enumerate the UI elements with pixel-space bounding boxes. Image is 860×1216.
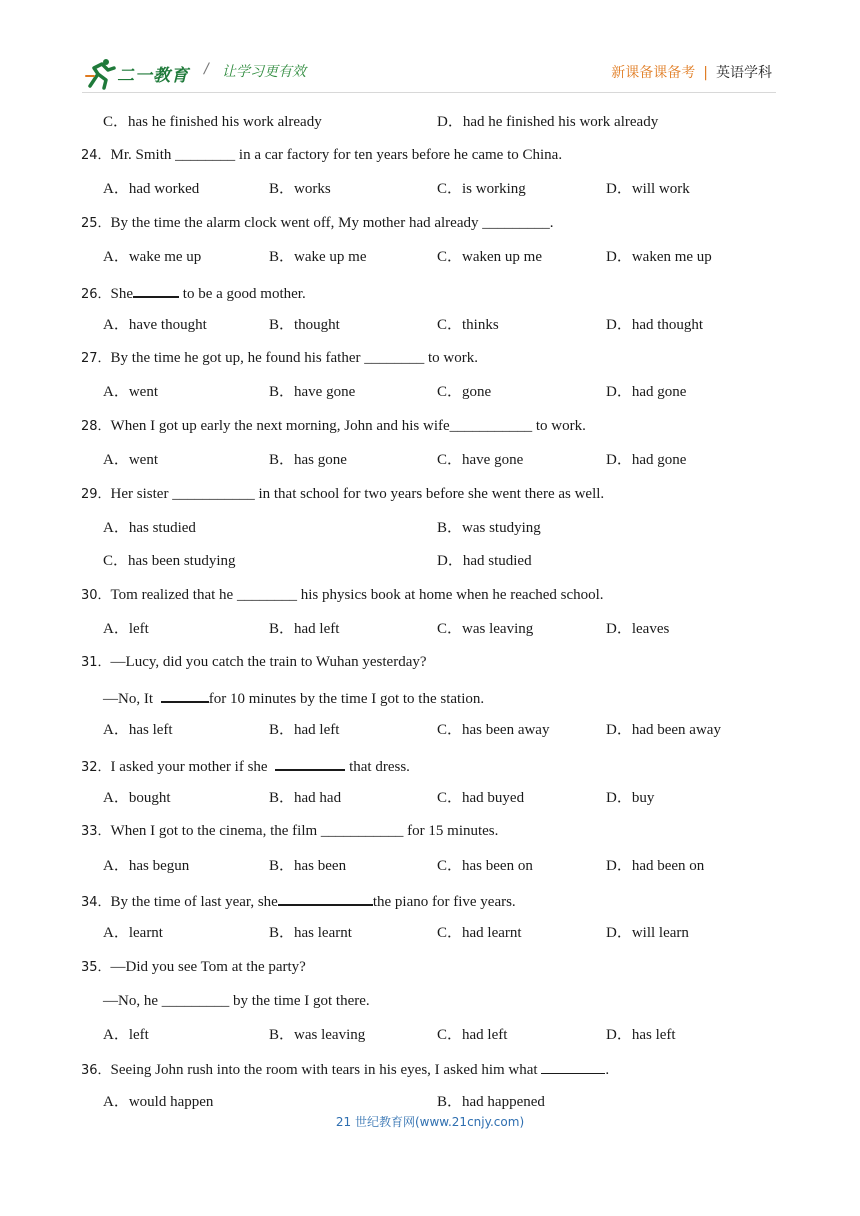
question-number: 33． [81,824,111,839]
question-number: 31． [81,655,111,670]
question-text: By the time the alarm clock went off, My mother had already [110,215,483,231]
question-text: She [110,286,134,302]
header-subject: 英语学科 [716,65,772,81]
question-text: By the time he got up, he found his father [110,350,365,366]
q27-option-d: D．had gone [606,384,687,400]
page-header [0,0,860,100]
question-text-end: by the time I got there. [229,993,370,1009]
question-text-end: to work. [532,418,586,434]
q24-option-d: D．will work [606,181,690,197]
question-text-end: to be a good mother. [179,286,306,302]
answer-blank: _________ [161,993,230,1009]
question-text: I asked your mother if she [110,759,272,775]
q26-option-c: C．thinks [437,317,499,333]
header-slash: / [204,61,209,77]
question-number: 32． [81,760,111,775]
question-27 [81,349,478,368]
q33-option-c: C．has been on [437,858,533,874]
question-number: 35． [81,960,111,975]
answer-blank: ________ [236,587,297,603]
q34-option-d: D．will learn [606,925,689,941]
q33-option-d: D．had been on [606,858,705,874]
question-text: —Did you see Tom at the party? [110,959,306,975]
q24-option-a: A．had worked [103,181,200,197]
q32-option-b: B．had had [269,790,342,806]
question-text-end: for 15 minutes. [403,823,499,839]
q35-option-c: C．had left [437,1027,508,1043]
q32-option-c: C．had buyed [437,790,525,806]
answer-blank: ________ [364,350,425,366]
q31-option-d: D．had been away [606,722,721,738]
q36-option-b: B．had happened [437,1094,545,1110]
q36-option-a: A．would happen [103,1094,214,1110]
q35-option-d: D．has left [606,1027,676,1043]
logo [84,56,194,90]
question-number: 30． [81,588,111,603]
q24-option-c: C．is working [437,181,526,197]
question-text: —Lucy, did you catch the train to Wuhan yesterday? [110,654,427,670]
q31-option-c: C．has been away [437,722,550,738]
question-number: 27． [81,351,111,366]
answer-blank [161,687,209,703]
page-footer: 21 世纪教育网(www.21cnjy.com) [335,1115,525,1129]
q29-option-a: A．has studied [103,520,196,536]
question-32 [81,755,410,777]
question-text: Mr. Smith [110,147,176,163]
q34-option-a: A．learnt [103,925,163,941]
answer-blank [275,755,345,771]
q29-option-d: D．had studied [437,553,532,569]
logo-text: 二一教育 [117,66,189,86]
question-text-end: the piano for five years. [372,894,516,910]
q34-option-c: C．had learnt [437,925,522,941]
answer-blank [541,1059,605,1074]
q24-option-b: B．works [269,181,331,197]
question-text-end: in a car factory for ten years before he came to China. [235,147,563,163]
q28-option-d: D．had gone [606,452,687,468]
q28-option-b: B．has gone [269,452,347,468]
question-text: Seeing John rush into the room with tears in his eyes, I asked him what [110,1062,542,1078]
q31-option-b: B．had left [269,722,340,738]
question-33 [81,822,498,841]
question-text: By the time of last year, she [110,894,278,910]
answer-blank [278,890,373,906]
q34-option-b: B．has learnt [269,925,352,941]
q29-option-b: B．was studying [437,520,541,536]
question-number: 34． [81,895,111,910]
question-29 [81,485,604,504]
q25-option-d: D．waken me up [606,249,712,265]
question-24 [81,146,562,165]
q25-option-a: A．wake me up [103,249,202,265]
question-36 [81,1059,609,1080]
q29-option-c: C．has been studying [103,553,236,569]
q25-option-c: C．waken up me [437,249,542,265]
question-31-line-2 [103,687,484,708]
header-right [611,62,772,82]
q23-option-c: C．has he finished his work already [103,114,322,130]
answer-blank: ___________ [320,823,404,839]
question-text-end: in that school for two years before she went there as well. [254,486,605,502]
q27-option-a: A．went [103,384,158,400]
question-number: 28． [81,419,111,434]
q31-option-a: A．has left [103,722,173,738]
question-number: 26． [81,287,111,302]
q35-option-b: B．was leaving [269,1027,366,1043]
question-26 [81,282,306,304]
question-number: 29． [81,487,111,502]
header-course-label: 新课备课备考 [611,65,696,81]
header-divider [82,92,776,93]
question-text-end: his physics book at home when he reached school. [296,587,604,603]
question-31 [81,653,427,672]
q30-option-d: D．leaves [606,621,670,637]
question-34 [81,890,516,912]
question-text-end: to work. [424,350,478,366]
question-number: 24． [81,148,111,163]
question-text-end: for 10 minutes by the time I got to the station. [208,691,485,707]
answer-blank: ________ [175,147,236,163]
q28-option-c: C．have gone [437,452,524,468]
q28-option-a: A．went [103,452,158,468]
answer-blank: ___________ [449,418,533,434]
question-text: When I got to the cinema, the film [110,823,321,839]
question-text: —No, It [103,691,157,707]
question-number: 25． [81,216,111,231]
answer-blank: ___________ [172,486,255,502]
answer-blank: _________ [482,215,550,231]
q35-option-a: A．left [103,1027,149,1043]
question-35 [81,958,306,977]
question-text: Her sister [110,486,173,502]
q33-option-b: B．has been [269,858,347,874]
q33-option-a: A．has begun [103,858,190,874]
question-text: When I got up early the next morning, John and his wife [110,418,450,434]
question-25 [81,214,554,233]
q30-option-a: A．left [103,621,149,637]
q23-option-d: D．had he finished his work already [437,114,659,130]
question-text: Tom realized that he [110,587,237,603]
question-text-end: . [549,215,554,231]
q30-option-c: C．was leaving [437,621,534,637]
question-text: —No, he [103,993,162,1009]
question-text-end: . [605,1062,610,1078]
header-slogan: 让学习更有效 [222,64,306,80]
question-text-end: that dress. [345,759,410,775]
q32-option-d: D．buy [606,790,655,806]
q26-option-b: B．thought [269,317,340,333]
header-separator: | [703,65,708,81]
answer-blank [133,282,179,298]
question-28 [81,417,586,436]
question-35-line-2 [103,992,370,1010]
q26-option-d: D．had thought [606,317,704,333]
q32-option-a: A．bought [103,790,171,806]
q27-option-c: C．gone [437,384,492,400]
question-30 [81,586,604,605]
q25-option-b: B．wake up me [269,249,367,265]
question-number: 36． [81,1063,111,1078]
q27-option-b: B．have gone [269,384,356,400]
q26-option-a: A．have thought [103,317,207,333]
q30-option-b: B．had left [269,621,340,637]
runner-icon [84,56,118,90]
